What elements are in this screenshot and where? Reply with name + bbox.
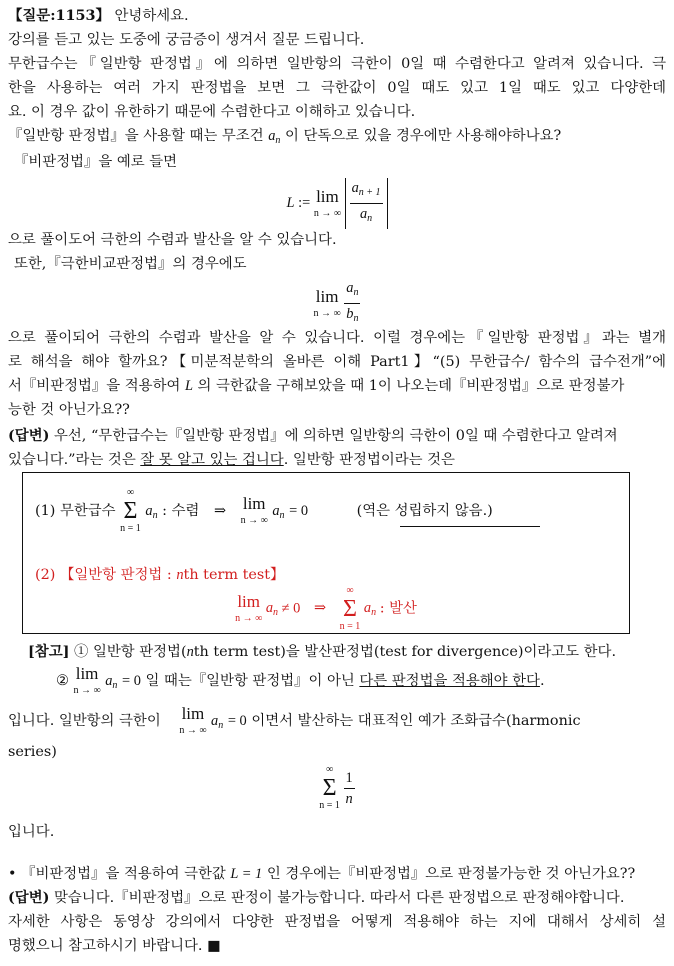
question-line-7: 『비판정법』을 예로 들면 bbox=[14, 154, 178, 170]
question-line-5: 요. 이 경우 값이 유한하기 때문에 수렴한다고 이해하고 있습니다. bbox=[8, 104, 416, 120]
harmonic-series-formula: ∞ Σ n = 1 $\frac{1}{n}$ bbox=[319, 764, 353, 811]
answer-line-16: (답변) 우선, “무한급수는『일반항 판정법』에 의하면 일반항의 극한이 0일 때 수렴한다고 알려져 bbox=[8, 427, 618, 444]
converse-note: (역은 성립하지 않음.) bbox=[356, 503, 493, 519]
question-line-6-part-a: 『일반항 판정법』을 사용할 때는 무조건 bbox=[8, 128, 264, 144]
followup-line-24: • 『비판정법』을 적용하여 극한값 L = 1 인 경우에는『비판정법』으로 판정불가능한 것 아닌가요?? bbox=[8, 866, 636, 882]
answer-label: (답변) bbox=[8, 427, 50, 444]
answer-line-17: 있습니다.”라는 것은 잘 못 알고 있는 겁니다. 일반항 판정법이라는 것은 bbox=[8, 452, 455, 468]
note-label: [참고] bbox=[28, 643, 70, 660]
math-a-n: $a_n$ bbox=[268, 128, 281, 146]
limit-operator: lim n → ∞ bbox=[313, 286, 341, 319]
summation: ∞ Σ n = 1 bbox=[120, 487, 141, 534]
answer-line-21: series) bbox=[8, 744, 57, 760]
note-1: [참고] ① 일반항 판정법(nth term test)을 발산판정법(test for divergence)이라고도 한다. bbox=[28, 643, 617, 660]
question-header-line bbox=[8, 4, 666, 28]
question-line-10: 또한,『극한비교판정법』의 경우에도 bbox=[14, 256, 247, 272]
box-item-2-formula: lim n → ∞ $a_n \ne 0$ ⇒ ∞ Σ n = 1 $a_n$ : 발산 bbox=[235, 585, 417, 632]
box-item-1: (1) 무한급수 ∞ Σ n = 1 $a_n$ : 수렴 ⇒ lim n → ∞ $a_n = 0$ (역은 성립하지 않음.) bbox=[35, 487, 493, 534]
followup-line-25: (답변) 맞습니다.『비판정법』으로 판정이 불가능합니다. 따라서 다른 판정법으로 판정해야합니다. bbox=[8, 889, 625, 906]
question-line-4: 한을 사용하는 여러 가지 판정법을 보면 그 극한값이 0일 때도 있고 1일 때도 있고 다양한데 bbox=[8, 80, 666, 96]
question-line-15: 능한 것 아닌가요?? bbox=[8, 402, 130, 418]
followup-line-27: 명했으니 참고하시기 바랍니다. ■ bbox=[8, 938, 221, 954]
nth-term-test-box bbox=[22, 472, 630, 634]
answer-line-23: 입니다. bbox=[8, 824, 55, 840]
greeting: 안녕하세요. bbox=[114, 8, 189, 24]
question-line-14: 서『비판정법』을 적용하여 L 의 극한값을 구해보았을 때 1이 나오는데『비판정법』으로 판정불가 bbox=[8, 378, 625, 394]
note-underline bbox=[400, 526, 540, 527]
box-item-2-title: (2) 【일반항 판정법 : nth term test】 bbox=[35, 567, 285, 583]
question-line-3: 무한급수는『일반항 판정법』에 의하면 일반항의 극한이 0일 때 수렴한다고 알려져 있습니다. 극 bbox=[8, 56, 666, 72]
question-number: 【질문:1153】 bbox=[8, 7, 110, 24]
question-line-13: 로 해석을 해야 할까요?【미분적분학의 올바른 이해 Part1】“(5) 무한급수/ 함수의 급수전개”에 bbox=[8, 354, 666, 370]
question-line-2: 강의를 듣고 있는 도중에 궁금증이 생겨서 질문 드립니다. bbox=[8, 32, 365, 48]
answer-line-20: 입니다. 일반항의 극한이 lim n → ∞ $a_n = 0$ 이면서 발산하는 대표적인 예가 조화급수(harmonic bbox=[8, 704, 581, 736]
absolute-value: $\frac{a_{n + 1}}{a_n}$ bbox=[345, 178, 388, 229]
limit-comparison-formula: lim n → ∞ $\frac{a_n}{b_n}$ bbox=[313, 280, 359, 324]
question-line-6 bbox=[8, 124, 666, 153]
end-mark: ■ bbox=[207, 938, 221, 954]
emphasis-underline: 잘 못 알고 있는 겁니다 bbox=[140, 452, 284, 468]
note-2: ② lim n → ∞ $a_n = 0$ 일 때는『일반항 판정법』이 아닌 다른 판정법을 적용해야 한다. bbox=[56, 664, 545, 696]
question-line-9: 으로 풀이도어 극한의 수렴과 발산을 알 수 있습니다. bbox=[8, 232, 337, 248]
followup-line-26: 자세한 사항은 동영상 강의에서 다양한 판정법을 어떻게 적용해야 하는 지에 대해서 상세히 설 bbox=[8, 914, 666, 930]
ratio-test-formula: L := lim n → ∞ $\frac{a_{n + 1}}{a_n}$ bbox=[0, 178, 674, 224]
question-line-6-part-b: 이 단독으로 있을 경우에만 사용해야하나요? bbox=[284, 128, 562, 144]
question-line-12: 으로 풀이되어 극한의 수렴과 발산을 알 수 있습니다. 이럴 경우에는『일반항 판정법』과는 별개 bbox=[8, 330, 666, 346]
limit-operator: lim n → ∞ bbox=[313, 186, 341, 219]
